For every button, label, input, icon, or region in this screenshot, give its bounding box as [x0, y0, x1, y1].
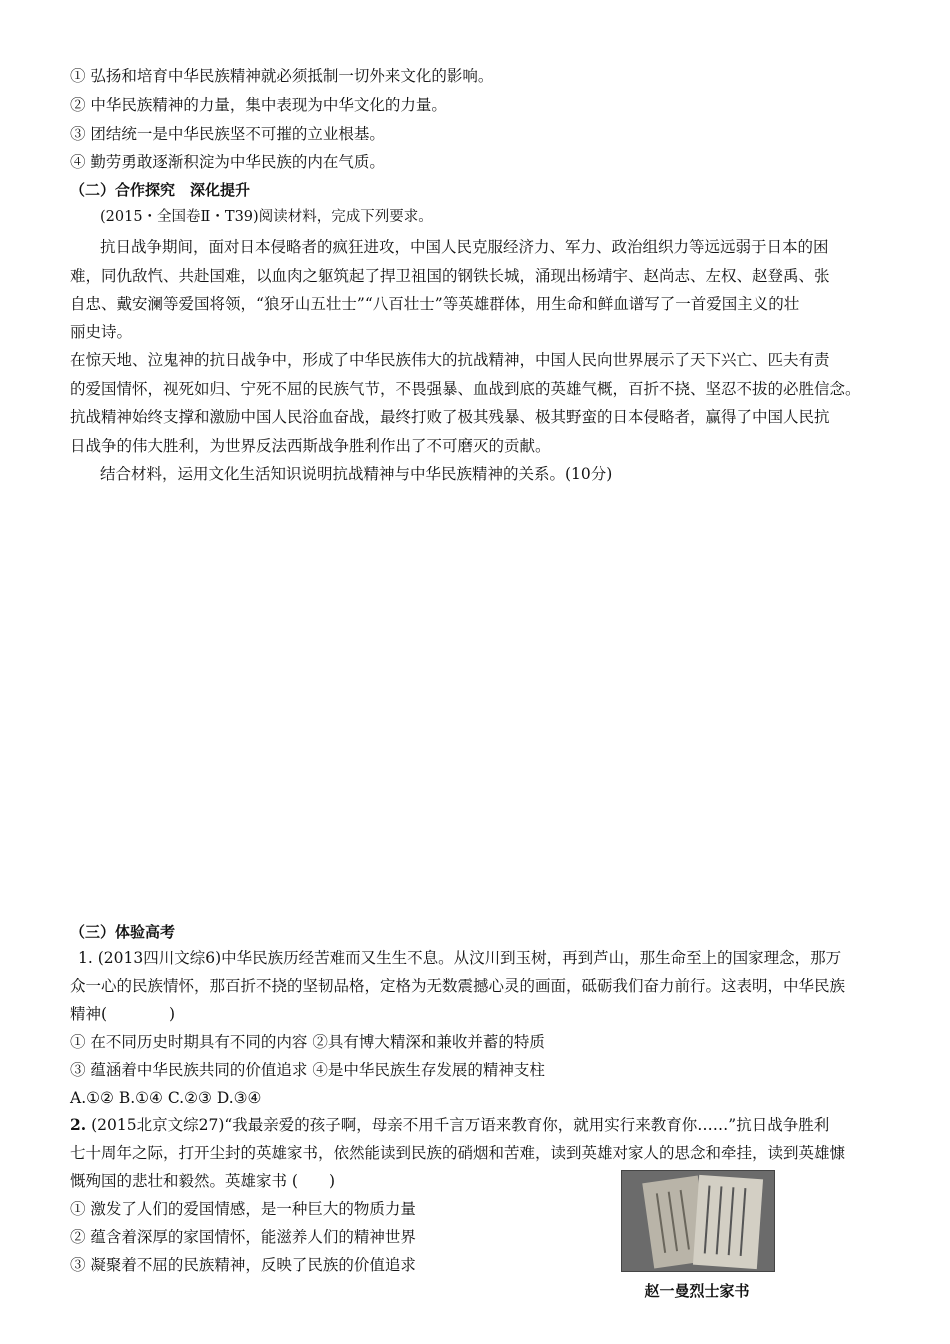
letter-page-right — [693, 1175, 763, 1269]
option-1: ① 弘扬和培育中华民族精神就必须抵制一切外来文化的影响。 — [70, 67, 494, 85]
material-line: 难，同仇敌忾、共赴国难，以血肉之躯筑起了捍卫祖国的钢铁长城，涌现出杨靖宇、赵尚志、左权、赵登禹、张 — [70, 267, 830, 285]
material-line: 的爱国情怀，视死如归、宁死不屈的民族气节，不畏强暴、血战到底的英雄气概，百折不挠、坚忍不拔的必胜信念。 — [70, 380, 861, 398]
material-line: 抗战精神始终支撑和激励中国人民浴血奋战，最终打败了极其残暴、极其野蛮的日本侵略者，赢得了中国人民抗 — [70, 408, 830, 426]
q2-option: ① 激发了人们的爱国情感，是一种巨大的物质力量 — [70, 1200, 416, 1218]
option-4: ④ 勤劳勇敢逐渐积淀为中华民族的内在气质。 — [70, 153, 385, 171]
material-line: 日战争的伟大胜利，为世界反法西斯战争胜利作出了不可磨灭的贡献。 — [70, 437, 551, 455]
q2-option: ② 蕴含着深厚的家国情怀，能滋养人们的精神世界 — [70, 1228, 416, 1246]
q2-option: ③ 凝聚着不屈的民族精神，反映了民族的价值追求 — [70, 1256, 416, 1274]
option-3: ③ 团结统一是中华民族坚不可摧的立业根基。 — [70, 125, 385, 143]
material-line: 自忠、戴安澜等爱国将领，“狼牙山五壮士”“八百壮士”等英雄群体，用生命和鲜血谱写了一首爱国主义的壮 — [70, 295, 800, 313]
q2-line: (2015北京文综27)“我最亲爱的孩子啊，母亲不用千言万语来教育你，就用实行来教育你……”抗日战争胜利 — [86, 1116, 830, 1134]
question-prompt: 结合材料，运用文化生活知识说明抗战精神与中华民族精神的关系。(10分) — [100, 465, 613, 483]
q1-line: 1. (2013四川文综6)中华民族历经苦难而又生生不息。从汶川到玉树，再到芦山，那生命至上的国家理念，那万 — [78, 949, 842, 967]
q1-line: 众一心的民族情怀，那百折不挠的坚韧品格，定格为无数震撼心灵的画面，砥砺我们奋力前行。这表明，中华民族 — [70, 977, 846, 995]
q1-choices: A.①② B.①④ C.②③ D.③④ — [70, 1089, 262, 1107]
section-heading-cooperation: （二）合作探究 深化提升 — [70, 181, 251, 199]
section-heading-exam: （三）体验高考 — [70, 923, 176, 941]
q1-option: ① 在不同历史时期具有不同的内容 ②具有博大精深和兼收并蓄的特质 — [70, 1033, 545, 1051]
option-2: ② 中华民族精神的力量，集中表现为中华文化的力量。 — [70, 96, 447, 114]
question-source: (2015・全国卷Ⅱ・T39)阅读材料，完成下列要求。 — [100, 209, 433, 225]
q1-option: ③ 蕴涵着中华民族共同的价值追求 ④是中华民族生存发展的精神支柱 — [70, 1061, 545, 1079]
q2-number: 2. — [70, 1115, 87, 1134]
q1-line: 精神( ) — [70, 1005, 176, 1023]
letter-photo — [621, 1170, 775, 1272]
figure-caption: 赵一曼烈士家书 — [644, 1282, 750, 1300]
material-line: 在惊天地、泣鬼神的抗日战争中，形成了中华民族伟大的抗战精神，中国人民向世界展示了天下兴亡、匹夫有责 — [70, 351, 830, 369]
q2-first-line — [70, 1115, 829, 1135]
q2-line: 七十周年之际，打开尘封的英雄家书，依然能读到民族的硝烟和苦难，读到英雄对家人的思念和牵挂，读到英雄慷 — [70, 1144, 846, 1162]
material-line: 丽史诗。 — [70, 323, 133, 341]
material-line: 抗日战争期间，面对日本侵略者的疯狂进攻，中国人民克服经济力、军力、政治组织力等远远弱于日本的困 — [100, 238, 829, 256]
q2-line: 慨殉国的悲壮和毅然。英雄家书 ( ) — [70, 1172, 336, 1190]
